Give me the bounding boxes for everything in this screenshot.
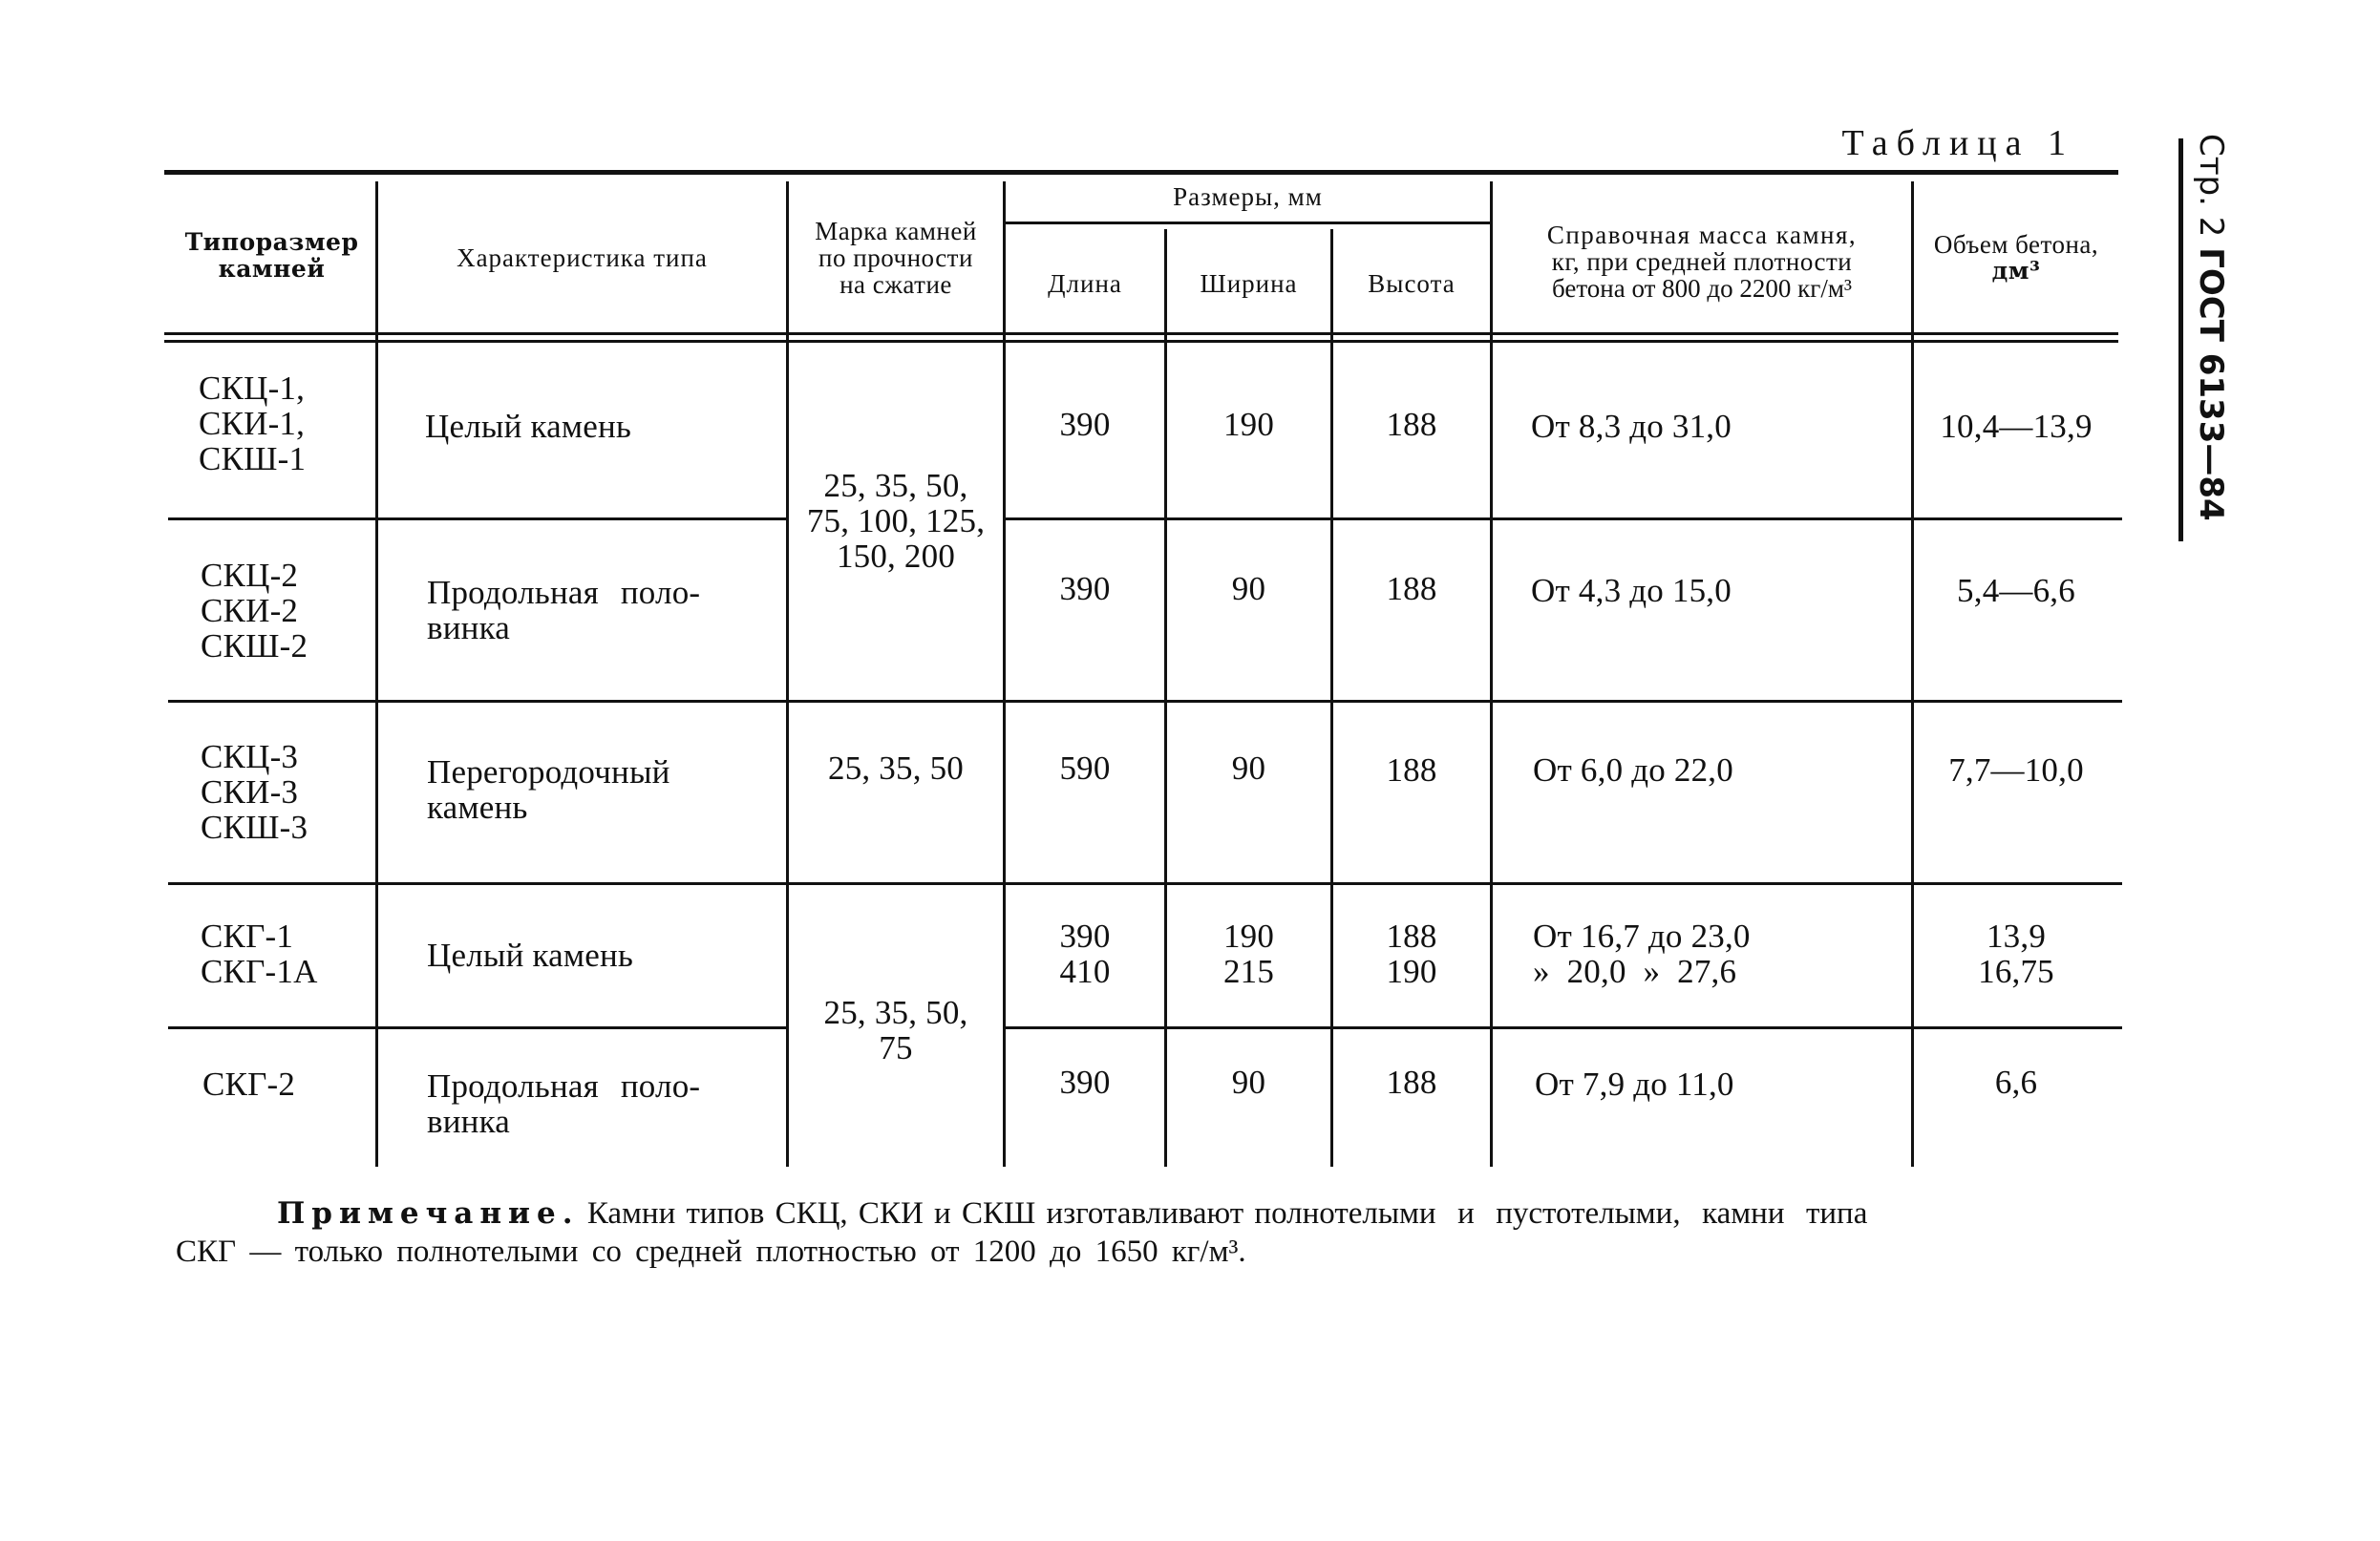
- table-note-line-2: [176, 1234, 1246, 1270]
- table-top-rule: [164, 170, 2118, 175]
- table-row-3-height: 188: [1386, 751, 1437, 789]
- header-height: Высота: [1368, 269, 1456, 298]
- table-row-1-width: 190: [1222, 406, 1275, 443]
- standard-designation: ГОСТ 6133—84: [2192, 247, 2230, 521]
- table-row-4-mass: От 16,7 до 23,0 » 20,0 » 27,6: [1533, 918, 1751, 990]
- header-double-rule-a: [164, 332, 2118, 335]
- header-length: Длина: [1048, 269, 1122, 298]
- header-dimensions-group: Размеры, мм: [1173, 182, 1323, 211]
- table-row-2-mass: От 4,3 до 15,0: [1531, 572, 1732, 609]
- table-row-5-characteristic: Продольная поло- винка: [427, 1067, 701, 1140]
- table-row-1-length: 390: [1059, 406, 1111, 443]
- page-number-label: Стр. 2: [2192, 134, 2230, 238]
- header-double-rule-b: [164, 340, 2118, 343]
- row-separator-1a: [168, 517, 786, 520]
- header-size-type: Типоразмер камней: [184, 228, 359, 283]
- col-divider-1: [375, 181, 378, 1167]
- note-line-2: СКГ — только полнотелыми со средней плотностью от 1200 до 1650 кг/м³.: [176, 1235, 1246, 1269]
- table-row-2-volume: 5,4—6,6: [1957, 572, 2075, 609]
- table-row-2-width: 90: [1231, 570, 1266, 607]
- col-divider-6: [1490, 181, 1493, 1167]
- table-row-2-size-type: СКЦ-2 СКИ-2 СКШ-2: [201, 557, 308, 665]
- col-divider-7: [1911, 181, 1914, 1167]
- table-row-3-width: 90: [1231, 749, 1266, 787]
- table-row-2-height: 188: [1386, 570, 1437, 607]
- table-row-3-characteristic: Перегородочный камень: [427, 753, 670, 826]
- table-row-4-volume: 13,9 16,75: [1978, 918, 2054, 990]
- table-row-4-size-type: СКГ-1 СКГ-1А: [201, 918, 318, 990]
- table-row-3-volume: 7,7—10,0: [1948, 751, 2084, 789]
- col-divider-3: [1003, 181, 1006, 1167]
- row-separator-2: [168, 700, 2122, 703]
- header-volume: Объем бетона, дм³: [1933, 230, 2099, 285]
- table-row-4-length: 390 410: [1059, 918, 1111, 990]
- table-row-1-height: 188: [1386, 406, 1437, 443]
- table-row-4-height: 188 190: [1386, 918, 1437, 990]
- running-head: [2192, 134, 2230, 521]
- table-row-4-characteristic: Целый камень: [427, 937, 634, 974]
- row-separator-3: [168, 882, 2122, 885]
- table-row-1-volume: 10,4—13,9: [1940, 408, 2093, 445]
- col-divider-5: [1330, 229, 1333, 1167]
- table-row-1-mass: От 8,3 до 31,0: [1531, 408, 1732, 445]
- table-row-5-size-type: СКГ-2: [202, 1066, 296, 1103]
- table-row-5-mass: От 7,9 до 11,0: [1535, 1066, 1734, 1103]
- dimensions-subheader-rule: [1005, 222, 1490, 224]
- table-note: [277, 1195, 1867, 1232]
- header-characteristic: Характеристика типа: [457, 243, 708, 272]
- table-row-4-width: 190 215: [1222, 918, 1275, 990]
- side-rule: [2178, 138, 2183, 541]
- row-separator-4a: [168, 1026, 786, 1029]
- grade-group-1: 25, 35, 50, 75, 100, 125, 150, 200: [806, 467, 986, 575]
- header-grade: Марка камней по прочности на сжатие: [815, 217, 977, 299]
- header-mass: Справочная масса камня, кг, при средней плотности бетона от 800 до 2200 кг/м³: [1546, 221, 1858, 303]
- table-row-3-length: 590: [1059, 749, 1111, 787]
- table-caption: Таблица 1: [1841, 123, 2074, 163]
- table-row-5-volume: 6,6: [1994, 1064, 2038, 1101]
- note-line-1: Камни типов СКЦ, СКИ и СКШ изготавливают полнотелыми и пустотелыми, камни типа: [586, 1196, 1868, 1231]
- header-width: Ширина: [1200, 269, 1298, 298]
- table-row-5-length: 390: [1059, 1064, 1111, 1101]
- note-label: Примечание.: [277, 1196, 580, 1231]
- row-separator-1b: [1005, 517, 2122, 520]
- table-row-1-size-type: СКЦ-1, СКИ-1, СКШ-1: [199, 369, 307, 477]
- table-row-3-size-type: СКЦ-3 СКИ-3 СКШ-3: [201, 738, 308, 846]
- col-divider-4: [1164, 229, 1167, 1167]
- table-row-5-width: 90: [1231, 1064, 1266, 1101]
- table-row-3-mass: От 6,0 до 22,0: [1533, 751, 1733, 789]
- table-row-2-length: 390: [1059, 570, 1111, 607]
- table-row-1-characteristic: Целый камень: [425, 408, 632, 445]
- row-separator-4b: [1005, 1026, 2122, 1029]
- grade-group-2: 25, 35, 50: [828, 749, 964, 787]
- grade-group-3: 25, 35, 50, 75: [823, 994, 968, 1066]
- table-row-2-characteristic: Продольная поло- винка: [427, 574, 701, 646]
- table-row-5-height: 188: [1386, 1064, 1437, 1101]
